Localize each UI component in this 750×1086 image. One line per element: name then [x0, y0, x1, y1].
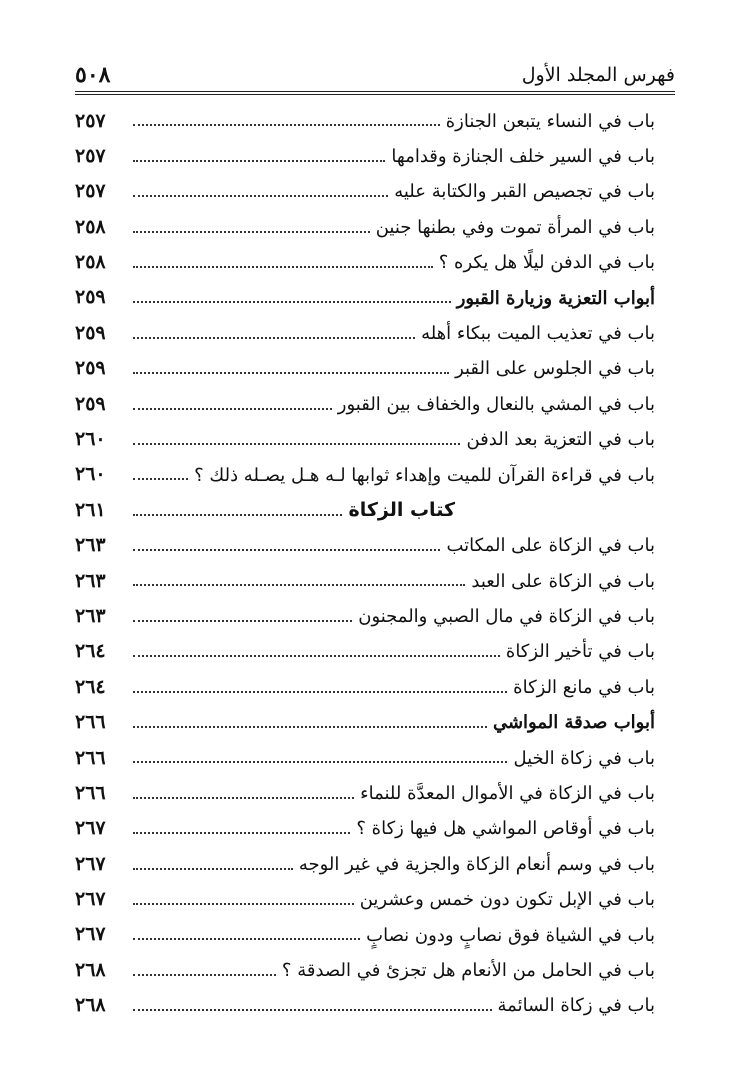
entry-title: باب في النساء يتبعن الجنازة [445, 110, 655, 132]
index-entry [75, 314, 655, 349]
index-entry [75, 385, 655, 420]
index-entry [75, 739, 655, 774]
page-header [75, 62, 675, 92]
index-entry [75, 668, 655, 703]
entry-title: باب في قراءة القرآن للميت وإهداء ثوابها لـه هـل يصـله ذلك ؟ [194, 464, 655, 486]
header-rule-double [75, 94, 675, 95]
entry-page-number: ٢٥٧ [75, 144, 106, 167]
entry-page-number: ٢٦٣ [75, 534, 106, 557]
entry-page-number: ٢٥٩ [75, 357, 106, 380]
index-entry [75, 173, 655, 208]
dot-leader [133, 938, 360, 940]
entry-page-number: ٢٦٦ [75, 746, 106, 769]
dot-leader [133, 868, 293, 870]
dot-leader [133, 195, 388, 197]
dot-leader [133, 408, 332, 410]
entry-title: باب في الشياة فوق نصابٍ ودون نصابٍ [366, 924, 655, 946]
index-entry [75, 881, 655, 916]
index-entry [75, 562, 655, 597]
dot-leader [133, 124, 440, 126]
dot-leader [133, 266, 433, 268]
dot-leader [133, 549, 440, 551]
dot-leader [133, 514, 342, 516]
entry-page-number: ٢٥٩ [75, 286, 106, 309]
entry-title: باب في زكاة السائمة [497, 995, 655, 1017]
dot-leader [133, 797, 354, 799]
entry-page-number: ٢٦٤ [75, 675, 106, 698]
index-entry [75, 810, 655, 845]
entry-page-number: ٢٦٨ [75, 958, 106, 981]
entry-title: باب في زكاة الخيل [513, 747, 655, 769]
dot-leader [133, 478, 188, 480]
entry-title: باب في الحامل من الأنعام هل تجزئ في الصدقة ؟ [281, 959, 655, 981]
dot-leader [133, 691, 507, 693]
index-entry [75, 633, 655, 668]
entry-title: باب في تأخير الزكاة [505, 641, 655, 663]
entry-page-number: ٢٦٦ [75, 711, 106, 734]
entry-page-number: ٢٥٨ [75, 215, 106, 238]
entry-title: باب في الجلوس على القبر [455, 358, 655, 380]
index-entry [75, 987, 655, 1022]
entry-page-number: ٢٥٧ [75, 180, 106, 203]
index-entry [75, 951, 655, 986]
index-entry [75, 102, 655, 137]
header-rule [75, 91, 675, 92]
entry-page-number: ٢٦٣ [75, 604, 106, 627]
header-title: فهرس المجلد الأول [521, 64, 675, 86]
index-entry [75, 350, 655, 385]
dot-leader [133, 974, 276, 976]
entry-title: باب في الزكاة في الأموال المعدَّة للنماء [360, 783, 655, 805]
entry-title: باب في وسم أنعام الزكاة والجزية في غير الوجه [298, 853, 655, 875]
entry-page-number: ٢٦١ [75, 498, 106, 521]
entry-title: باب في الإبل تكون دون خمس وعشرين [359, 889, 655, 911]
entry-title: أبواب صدقة المواشي [492, 712, 655, 734]
entry-title: باب في تعذيب الميت ببكاء أهله [421, 322, 655, 344]
dot-leader [133, 301, 451, 303]
entry-page-number: ٢٦٠ [75, 463, 106, 486]
index-entry [75, 137, 655, 172]
index-entry [75, 244, 655, 279]
entry-title: باب في المرأة تموت وفي بطنها جنين [375, 216, 655, 238]
entry-title: باب في الزكاة على العبد [471, 570, 655, 592]
dot-leader [133, 443, 460, 445]
header-page-number: ٥٠٨ [75, 62, 111, 88]
entry-page-number: ٢٦٨ [75, 994, 106, 1017]
index-entry [75, 208, 655, 243]
index-book-heading [75, 491, 655, 526]
entry-title: باب في التعزية بعد الدفن [466, 429, 655, 451]
index-entry [75, 845, 655, 880]
dot-leader [133, 160, 385, 162]
entry-title: باب في تجصيص القبر والكتابة عليه [394, 181, 655, 203]
entry-page-number: ٢٥٩ [75, 392, 106, 415]
index-entry [75, 527, 655, 562]
index-entry [75, 774, 655, 809]
dot-leader [133, 1009, 492, 1011]
entry-page-number: ٢٦٤ [75, 640, 106, 663]
entry-page-number: ٢٦٣ [75, 569, 106, 592]
dot-leader [133, 372, 449, 374]
dot-leader [133, 620, 352, 622]
dot-leader [133, 337, 415, 339]
entry-title: باب في مانع الزكاة [513, 676, 655, 698]
dot-leader [133, 655, 500, 657]
entry-page-number: ٢٦٧ [75, 923, 106, 946]
entry-title: باب في الزكاة على المكاتب [446, 535, 655, 557]
index-section-heading [75, 279, 655, 314]
index-entry [75, 456, 655, 491]
index-entry [75, 597, 655, 632]
index-entry [75, 421, 655, 456]
entry-page-number: ٢٦٧ [75, 888, 106, 911]
entry-page-number: ٢٦٧ [75, 852, 106, 875]
entry-title: باب في المشي بالنعال والخفاف بين القبور [337, 393, 655, 415]
entry-title: باب في السير خلف الجنازة وقدامها [391, 145, 655, 167]
dot-leader [133, 726, 487, 728]
index-section-heading [75, 704, 655, 739]
entry-title: أبواب التعزية وزيارة القبور [456, 287, 655, 309]
entry-title: باب في أوقاص المواشي هل فيها زكاة ؟ [356, 818, 655, 840]
dot-leader [133, 761, 507, 763]
entry-page-number: ٢٦٠ [75, 428, 106, 451]
dot-leader [133, 832, 350, 834]
entry-title: باب في الزكاة في مال الصبي والمجنون [358, 606, 655, 628]
index-entries [75, 102, 655, 1022]
entry-page-number: ٢٦٧ [75, 817, 106, 840]
dot-leader [133, 584, 465, 586]
entry-title: باب في الدفن ليلًا هل يكره ؟ [438, 252, 655, 274]
dot-leader [133, 231, 370, 233]
entry-page-number: ٢٥٩ [75, 321, 106, 344]
entry-page-number: ٢٥٧ [75, 109, 106, 132]
dot-leader [133, 903, 354, 905]
index-entry [75, 916, 655, 951]
entry-title: كتاب الزكاة [348, 498, 455, 521]
entry-page-number: ٢٥٨ [75, 251, 106, 274]
entry-page-number: ٢٦٦ [75, 781, 106, 804]
